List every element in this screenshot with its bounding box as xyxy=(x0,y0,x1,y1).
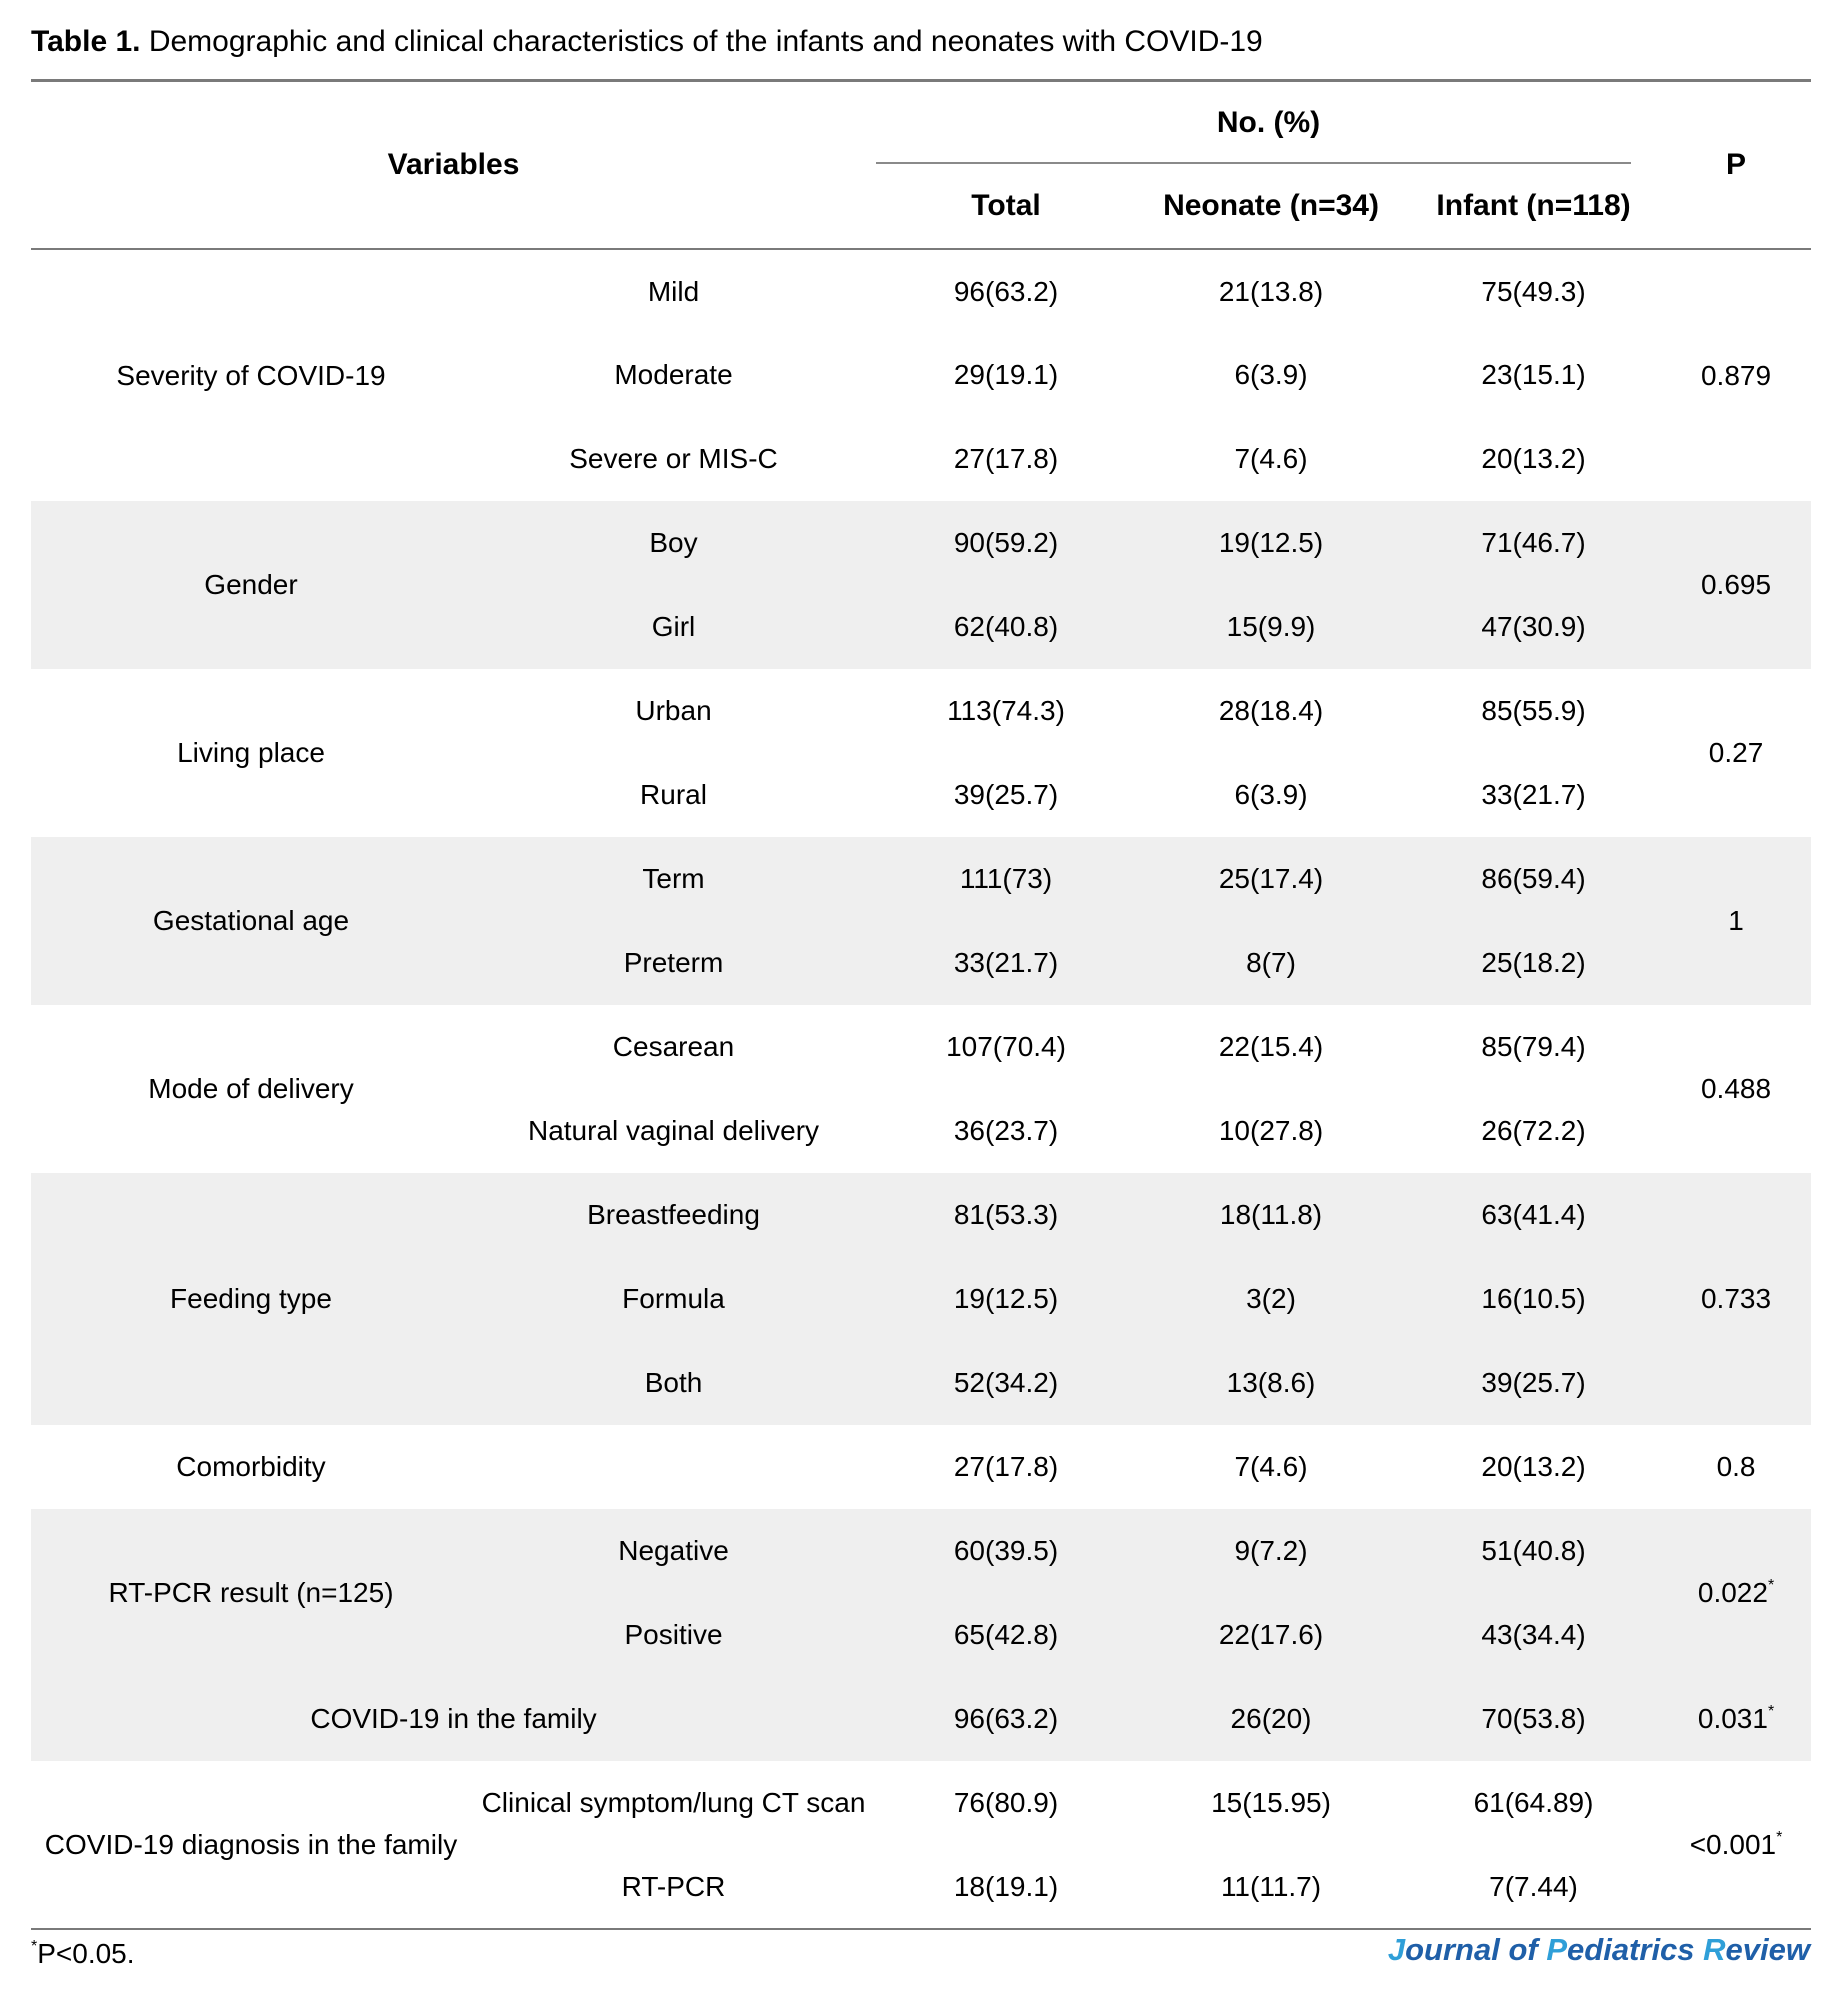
p-value xyxy=(1661,249,1811,501)
cell-infant: 86(59.4) xyxy=(1406,837,1661,921)
table-row xyxy=(31,1677,1811,1761)
cell-infant: 51(40.8) xyxy=(1406,1509,1661,1593)
significance-mark: * xyxy=(1776,1828,1783,1846)
table-row xyxy=(31,1509,1811,1593)
variable-level: Breastfeeding xyxy=(471,1173,876,1257)
header-total: Total xyxy=(971,189,1041,222)
cell-infant: 16(10.5) xyxy=(1406,1257,1661,1341)
cell-infant: 85(79.4) xyxy=(1481,1031,1586,1062)
variable-level: Rural xyxy=(640,779,707,810)
variable-level: Both xyxy=(471,1341,876,1425)
variable-name: RT-PCR result (n=125) xyxy=(31,1509,471,1677)
cell-neonate: 8(7) xyxy=(1136,921,1406,1005)
variable-level: Natural vaginal delivery xyxy=(527,1115,820,1146)
table-row xyxy=(31,837,1811,921)
variable-name: Mode of delivery xyxy=(148,1073,354,1104)
cell-total: 33(21.7) xyxy=(876,921,1136,1005)
table-row xyxy=(31,501,1811,585)
cell-infant: 61(64.89) xyxy=(1473,1787,1594,1818)
variable-level: Positive xyxy=(471,1593,876,1677)
cell-infant: 70(53.8) xyxy=(1406,1677,1661,1761)
p-value-text: 0.27 xyxy=(1708,737,1764,768)
variable-level: Clinical symptom/lung CT scan xyxy=(481,1787,866,1818)
variable-level: Girl xyxy=(471,585,876,669)
variable-level: Cesarean xyxy=(612,1031,735,1062)
cell-infant: 20(13.2) xyxy=(1481,443,1586,474)
cell-total: 113(74.3) xyxy=(947,695,1065,726)
variable-level: Formula xyxy=(471,1257,876,1341)
p-value-text: 0.879 xyxy=(1700,359,1772,391)
cell-total: 29(19.1) xyxy=(953,359,1059,390)
cell-neonate: 6(3.9) xyxy=(1234,359,1308,390)
journal-logo xyxy=(1388,1932,1810,1968)
cell-total: 96(63.2) xyxy=(953,275,1059,307)
cell-total: 107(70.4) xyxy=(946,1031,1066,1062)
p-value xyxy=(1661,1509,1811,1677)
header-subrule xyxy=(876,162,1631,164)
cell-infant: 20(13.2) xyxy=(1481,1451,1586,1482)
cell-infant: 39(25.7) xyxy=(1406,1341,1661,1425)
cell-infant: 25(18.2) xyxy=(1406,921,1661,1005)
p-value-text: 0.695 xyxy=(1700,569,1772,600)
journal-logo-r: R xyxy=(1703,1932,1726,1967)
cell-infant: 43(34.4) xyxy=(1406,1593,1661,1677)
cell-neonate: 7(4.6) xyxy=(1234,443,1308,474)
header-infant: Infant (n=118) xyxy=(1436,189,1631,222)
cell-total: 27(17.8) xyxy=(953,1451,1059,1482)
table-row xyxy=(31,1425,1811,1509)
variable-level: Negative xyxy=(471,1509,876,1593)
cell-total: 18(19.1) xyxy=(953,1870,1059,1902)
caption-text: Demographic and clinical characteristics of the infants and neonates with COVID-19 xyxy=(148,25,1263,58)
table-row xyxy=(31,1005,1811,1089)
table-row xyxy=(31,249,1811,333)
variable-name: COVID-19 diagnosis in the family xyxy=(44,1828,458,1860)
footnote xyxy=(31,1938,135,1970)
cell-neonate: 15(9.9) xyxy=(1136,585,1406,669)
variable-name: Gender xyxy=(31,501,471,669)
variable-level: Term xyxy=(471,837,876,921)
cell-neonate: 11(11.7) xyxy=(1220,1870,1322,1902)
cell-neonate: 9(7.2) xyxy=(1136,1509,1406,1593)
cell-total: 52(34.2) xyxy=(876,1341,1136,1425)
p-value xyxy=(1661,1425,1811,1509)
cell-total: 39(25.7) xyxy=(953,779,1059,810)
table-caption xyxy=(31,22,1263,62)
header-p: P xyxy=(1661,81,1811,250)
header-neonate: Neonate (n=34) xyxy=(1163,189,1379,222)
variable-level: Preterm xyxy=(471,921,876,1005)
variable-level: RT-PCR xyxy=(621,1870,726,1902)
cell-neonate: 22(17.6) xyxy=(1136,1593,1406,1677)
variable-level: Severe or MIS-C xyxy=(569,443,778,474)
cell-infant: 75(49.3) xyxy=(1481,275,1586,307)
variable-level: Urban xyxy=(635,695,712,726)
cell-neonate: 26(20) xyxy=(1136,1677,1406,1761)
p-value-text: 0.733 xyxy=(1700,1283,1772,1314)
cell-infant: 71(46.7) xyxy=(1406,501,1661,585)
variable-name: COVID-19 in the family xyxy=(31,1677,876,1761)
variable-level: Mild xyxy=(647,275,700,307)
p-value-text: 1 xyxy=(1728,905,1744,936)
cell-neonate: 21(13.8) xyxy=(1218,275,1324,307)
cell-neonate: 22(15.4) xyxy=(1218,1031,1324,1062)
cell-total: 76(80.9) xyxy=(953,1787,1059,1818)
cell-total: 60(39.5) xyxy=(876,1509,1136,1593)
header-no-pct xyxy=(876,81,1661,165)
cell-total: 27(17.8) xyxy=(953,443,1059,474)
variable-level xyxy=(471,1425,876,1509)
variable-name: Gestational age xyxy=(31,837,471,1005)
cell-infant: 63(41.4) xyxy=(1406,1173,1661,1257)
p-value xyxy=(1661,1005,1811,1173)
data-table xyxy=(31,79,1811,1930)
cell-neonate: 13(8.6) xyxy=(1136,1341,1406,1425)
journal-logo-w3: eview xyxy=(1725,1932,1810,1967)
table-body xyxy=(31,249,1811,1929)
variable-name: Feeding type xyxy=(31,1173,471,1425)
cell-infant: 47(30.9) xyxy=(1406,585,1661,669)
cell-total: 62(40.8) xyxy=(876,585,1136,669)
cell-neonate: 7(4.6) xyxy=(1234,1451,1308,1482)
p-value xyxy=(1661,1761,1811,1929)
variable-name: Comorbidity xyxy=(176,1451,326,1482)
p-value-text: 0.8 xyxy=(1716,1451,1756,1482)
cell-total: 111(73) xyxy=(876,837,1136,921)
variable-name: Living place xyxy=(177,737,325,768)
cell-neonate: 15(15.95) xyxy=(1211,1787,1331,1818)
caption-label: Table 1. xyxy=(31,25,141,58)
cell-total: 36(23.7) xyxy=(953,1115,1059,1146)
footnote-text: P<0.05. xyxy=(37,1938,135,1969)
variable-name: Severity of COVID-19 xyxy=(116,359,386,391)
cell-total: 81(53.3) xyxy=(876,1173,1136,1257)
p-value xyxy=(1661,1173,1811,1425)
cell-infant: 85(55.9) xyxy=(1481,695,1586,726)
journal-logo-w1: ournal of xyxy=(1405,1932,1547,1967)
p-value-text: 0.488 xyxy=(1700,1073,1772,1104)
cell-infant: 23(15.1) xyxy=(1481,359,1586,390)
cell-neonate: 3(2) xyxy=(1136,1257,1406,1341)
significance-mark: * xyxy=(1767,1703,1775,1720)
variable-level: Boy xyxy=(471,501,876,585)
journal-logo-j: J xyxy=(1387,1932,1406,1967)
footnote-mark: * xyxy=(31,1938,38,1955)
cell-total: 96(63.2) xyxy=(876,1677,1136,1761)
cell-neonate: 6(3.9) xyxy=(1234,779,1308,810)
table-row xyxy=(31,1761,1811,1845)
cell-neonate: 10(27.8) xyxy=(1218,1115,1324,1146)
p-value-text: 0.031 xyxy=(1697,1703,1768,1734)
p-value xyxy=(1661,837,1811,1005)
p-value-text: <0.001 xyxy=(1689,1828,1777,1860)
cell-infant: 26(72.2) xyxy=(1481,1115,1586,1146)
cell-total: 65(42.8) xyxy=(876,1593,1136,1677)
header-row-1 xyxy=(31,81,1811,165)
cell-infant: 7(7.44) xyxy=(1489,1870,1578,1902)
journal-logo-w2: ediatrics xyxy=(1567,1932,1704,1967)
header-variables: Variables xyxy=(31,81,876,250)
table-row xyxy=(31,1173,1811,1257)
significance-mark: * xyxy=(1767,1577,1775,1594)
journal-logo-p: P xyxy=(1546,1932,1568,1967)
cell-neonate: 28(18.4) xyxy=(1218,695,1324,726)
header-no-pct-label: No. (%) xyxy=(1216,106,1321,139)
cell-neonate: 18(11.8) xyxy=(1136,1173,1406,1257)
p-value xyxy=(1661,501,1811,669)
p-value xyxy=(1661,669,1811,837)
cell-neonate: 19(12.5) xyxy=(1136,501,1406,585)
cell-total: 90(59.2) xyxy=(876,501,1136,585)
cell-neonate: 25(17.4) xyxy=(1136,837,1406,921)
cell-total: 19(12.5) xyxy=(876,1257,1136,1341)
p-value-text: 0.022 xyxy=(1697,1577,1768,1608)
p-value xyxy=(1661,1677,1811,1761)
variable-level: Moderate xyxy=(614,359,733,390)
cell-infant: 33(21.7) xyxy=(1481,779,1586,810)
table-row xyxy=(31,669,1811,753)
